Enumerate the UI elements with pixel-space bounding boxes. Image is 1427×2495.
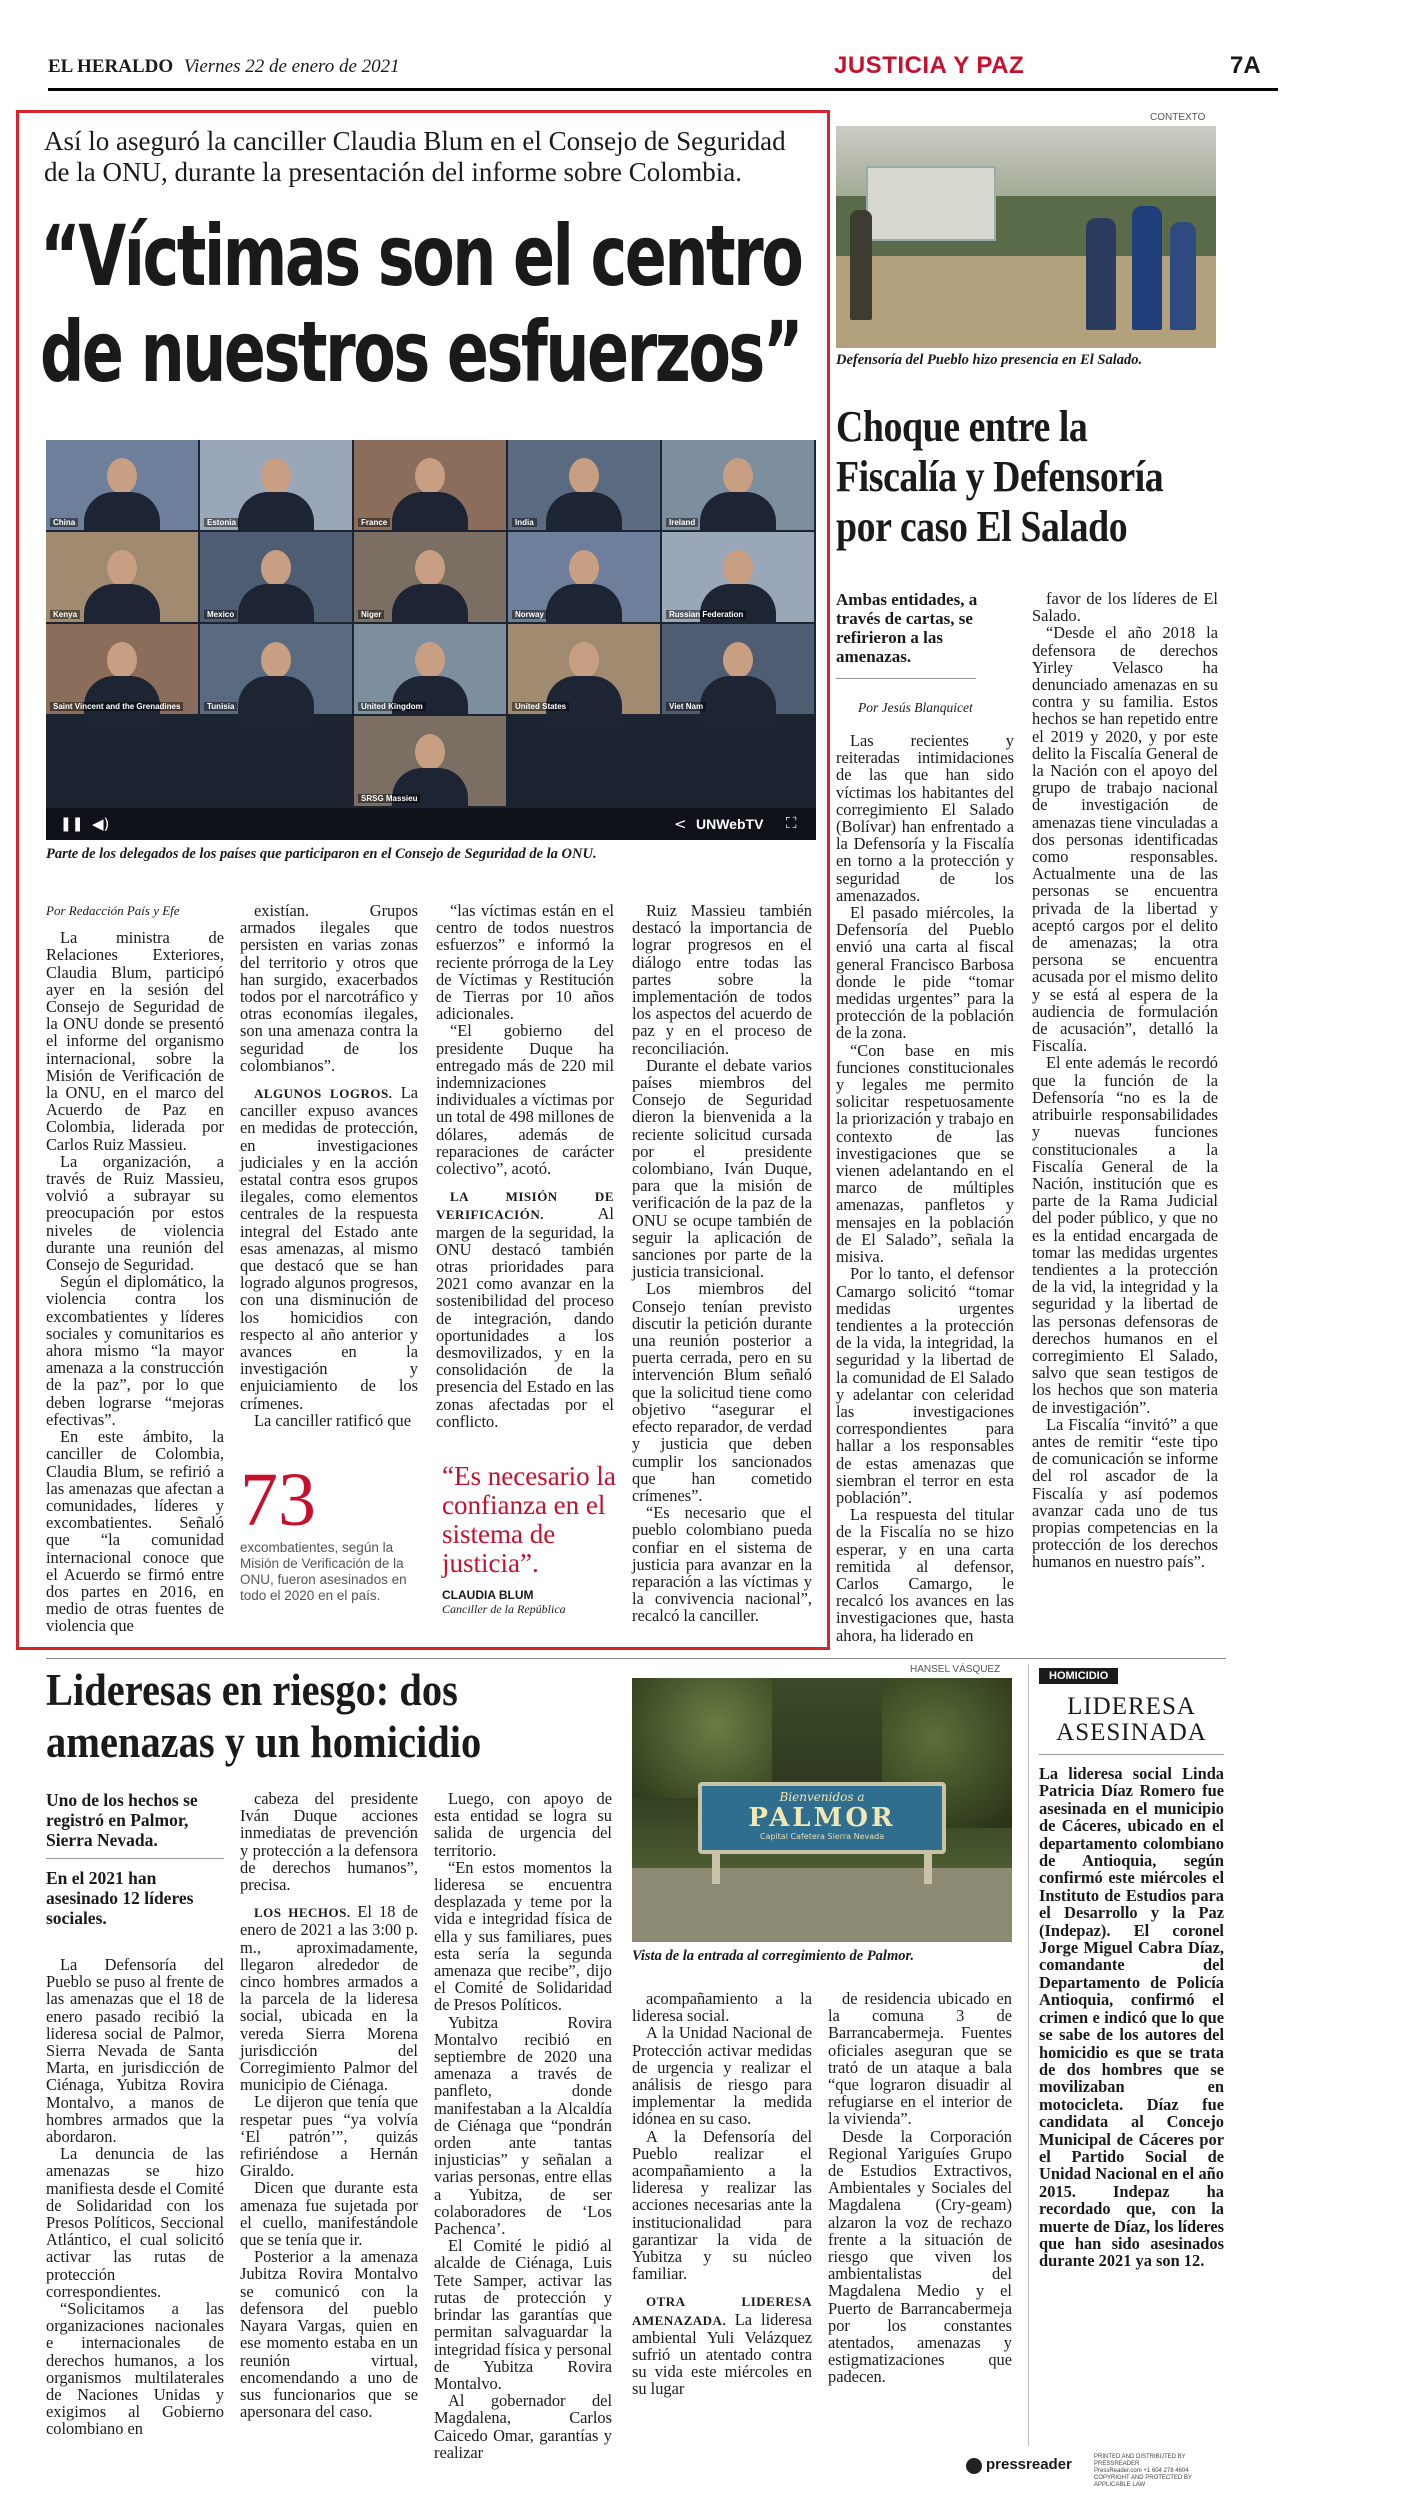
main-kicker: Así lo aseguró la canciller Claudia Blum en el Consejo de Seguridad de la ONU, durante la presentación del informe sobre Colombia. [44, 126, 786, 187]
main-col-4 [632, 901, 812, 1626]
share-icon[interactable]: < [674, 815, 687, 833]
paragraph: Los miembros del Consejo tenían previsto discutir la petición durante una reunión posterior a puerta cerrada, pero en su intervención Blum señaló que la solicitud tiene como objetivo “asegurar el efecto reparador, de verdad y justicia que deben cumplir los sancionados que han cometido crímenes”. [632, 1279, 812, 1505]
delegate-label: China [50, 518, 78, 527]
sidebar-title-line1: LIDERESA [1067, 1693, 1196, 1720]
paragraph: “El gobierno del presidente Duque ha entregado más de 220 mil indemnizaciones individuales a víctimas por un total de 498 millones de dólares, además de reparaciones de carácter colectivo”, acotó. [436, 1021, 614, 1179]
sidebar-title-rule [1039, 1754, 1224, 1755]
paragraph: Yubitza Rovira Montalvo recibió en septiembre de 2020 una amenaza a través de panfleto, donde manifestaban a la Alcaldía de Ciénaga que “pondrán orden ante tantas injusticias” y señalan a varias personas, entre ellas a Yubitza, de ser colaboradores de ‘Los Pachenca’. [434, 2012, 612, 2239]
delegate-tile [508, 440, 660, 530]
paragraph-text: El 18 de enero de 2021 a las 3:00 p. m., aproximadamente, llegaron alrededor de cinco hombres armados a la parcela de la lideresa social, ubicada en la vereda Sierra Morena jurisdicción del Corregimiento Palmor del municipio de Ciénaga. [240, 1902, 419, 2095]
paragraph: La organización, a través de Ruiz Massieu, volvió a subrayar su preocupación por estos niveles de violencia durante una reunión del Consejo de Seguridad. [46, 1151, 224, 1275]
paragraph: Durante el debate varios países miembros del Consejo de Seguridad dieron la bienvenida a la reciente solicitud cursada por el presidente colombiano, Iván Duque, para que la misión de verificación de la paz de la ONU se ocupe también de seguir la aplicación de sanciones por parte de la justicia transicional. [632, 1055, 812, 1282]
delegate-label: India [512, 518, 537, 527]
bottom-col-1 [46, 1956, 224, 2446]
paragraph: El ente además le recordó que la función de la Defensoría “no es la de atribuirle responsabilidades y nuevas funciones constitucionales a la Fiscalía General de la Nación, institución que es parte de la Rama Judicial del poder público, y que no es la entidad encargada de tomar las medidas urgentes tendientes a la protección de la vid, la integridad y la seguridad y la libertad de las personas defensoras de derechos humanos en el corregimiento El Salado, salvo que sean testigos de los hechos que son materia de investigación”. [1032, 1053, 1218, 1417]
delegate-tile [354, 624, 506, 714]
main-byline: Por Redacción País y Efe [46, 903, 180, 918]
subhead: OTRA LIDERESA AMENAZADA. [632, 2294, 812, 2328]
delegate-tile [354, 440, 506, 530]
volume-icon[interactable]: ◀) [92, 815, 110, 833]
side-headline [836, 402, 1171, 552]
paragraph: A la Defensoría del Pueblo realizar el acompañamiento a la lideresa y realizar las acciones necesarias ante la institucionalidad para garantizar la vida de Yubitza y su núcleo familiar. [632, 2126, 812, 2284]
delegate-label: United States [512, 702, 569, 711]
delegate-tile [354, 716, 506, 806]
section-name: JUSTICIA Y PAZ [834, 52, 1025, 79]
paragraph-text: Dicen que durante esta amenaza fue sujetada por el cuello, manifestándole que se tenía que ir. [240, 2178, 418, 2250]
paragraph: En este ámbito, la canciller de Colombia, Claudia Blum, se refirió a las amenazas que afectan a comunidades, líderes y excombatientes. Señaló que “la comunidad internacional conoce que el Acuerdo se firmó entre dos partes en 2016, en medio de otras fuentes de violencia que [46, 1427, 224, 1636]
paragraph [240, 1412, 418, 1429]
bottom-photo-credit: HANSEL VÁSQUEZ [910, 1664, 1001, 1675]
quote-role: Canciller de la República [442, 1602, 566, 1616]
paragraph: La denuncia de las amenazas se hizo manifiesta desde el Comité de Solidaridad con los Presos Políticos, Seccional Atlántico, el cual solicitó activar las rutas de protección correspondientes. [46, 2144, 224, 2301]
delegate-label: Ireland [666, 518, 698, 527]
delegate-tile [354, 532, 506, 622]
paragraph: La Fiscalía “invitó” a que antes de remitir “este tipo de comunicación se informe del rol ascador de la Fiscalía y así podemos avanzar cada uno de tus propias competencias en la protección de los derechos humanos en nuestro país”. [1032, 1414, 1218, 1572]
subhead: LOS HECHOS. [254, 1905, 358, 1921]
paragraph: Desde la Corporación Regional Yariguíes Grupo de Estudios Extractivos, Ambientales y Sociales del Magdalena (Cry-geam) alzaron la voz de rechazo frente a la situación de riesgo que viven los ambientalistas del Magdalena Medio y el Puerto de Barrancabermeja por los constantes atentados, amenazas y estigmatizaciones que padecen. [828, 2126, 1012, 2387]
paragraph-text: Al margen de la seguridad, la ONU destacó también otras prioridades para 2021 como avanzar en la sostenibilidad del proceso de integración, dando oportunidades a los desmovilizados, y en la consolidación de la presencia del Estado en las zonas afectadas por el conflicto. [436, 1204, 614, 1431]
subhead: LA MISIÓN DE VERIFICACIÓN. [436, 1189, 614, 1223]
pause-icon[interactable]: ❚❚ [60, 816, 84, 832]
delegate-label: Russian Federation [666, 610, 746, 619]
bottom-col-5 [828, 1990, 1012, 2446]
side-headline-line1: Choque entre la [836, 402, 1088, 451]
side-photo-caption: Defensoría del Pueblo hizo presencia en El Salado. [836, 352, 1143, 368]
header-rule [48, 88, 1278, 91]
side-deck: Ambas entidades, a través de cartas, se refirieron a las amenazas. [836, 590, 978, 666]
paragraph: Las recientes y reiteradas intimidaciones de las que han sido víctimas los habitantes del corregimiento El Salado (Bolívar) han enfrentado a la Defensoría y la Fiscalía en torno a la protección y seguridad de los amenazados. [836, 731, 1014, 905]
paragraph: “Solicitamos a las organizaciones nacionales e internacionales de derechos humanos, a los organismos multilaterales de Naciones Unidas y exigimos al Gobierno colombiano en [46, 2299, 224, 2439]
sidebar-title [1039, 1694, 1224, 1746]
quote-author: CLAUDIA BLUM [442, 1588, 534, 1602]
stat-text: excombatientes, según la Misión de Verificación de la ONU, fueron asesinados en todo el 2020 en el país. [240, 1540, 407, 1603]
paragraph: El pasado miércoles, la Defensoría del Pueblo envió una carta al fiscal general Francisco Barbosa donde le pide “tomar medidas urgentes” para la protección de la población de la zona. [836, 903, 1014, 1043]
paragraph [240, 2248, 418, 2420]
delegate-tile [46, 624, 198, 714]
bottom-deck-2: En el 2021 han asesinado 12 líderes sociales. [46, 1868, 194, 1928]
main-col-3 [436, 901, 614, 1431]
paragraph: de residencia ubicado en la comuna 3 de Barrancabermeja. Fuentes oficiales aseguran que se trató de un ataque a bala “que lograron disuadir al refugiarse en el interior de la vivienda”. [828, 1989, 1012, 2129]
main-col-1 [46, 902, 224, 1636]
delegates-grid [46, 440, 816, 808]
delegate-tile [200, 532, 352, 622]
delegate-label: Kenya [50, 610, 80, 619]
el-salado-photo [836, 126, 1216, 348]
palmor-caption: Vista de la entrada al corregimiento de Palmor. [632, 1948, 914, 1964]
delegate-label: Viet Nam [666, 702, 706, 711]
paragraph [240, 2179, 418, 2248]
paragraph: Al gobernador del Magdalena, Carlos Caicedo Omar, garantías y realizar [434, 2391, 612, 2462]
paper-name: EL HERALDO [48, 56, 174, 77]
paragraph: favor de los líderes de El Salado. [1032, 589, 1218, 626]
paragraph: Por lo tanto, el defensor Camargo solicitó “tomar medidas urgentes tendientes a la protección de la vida, la integridad, la seguridad y la libertad de la comunidad de El Salado y adelantar con celeridad las investigaciones correspondientes para hallar a los responsables de estas amenazas que siembran el terror en esta población”. [836, 1264, 1014, 1507]
delegate-label: Niger [358, 610, 384, 619]
masthead [48, 56, 400, 78]
paragraph [632, 2292, 812, 2397]
paragraph: “Con base en mis funciones constitucionales y legales me permito solicitar respetuosamente la priorización y trabajo en contexto de las investigaciones que se vienen adelantando en el marco de múltiples amenazas, panfletos y mensajes en la población de El Salado”, señala la misiva. [836, 1040, 1014, 1267]
side-deck-rule [836, 678, 976, 679]
delegate-label: Mexico [204, 610, 237, 619]
paragraph: Según el diplomático, la violencia contra los excombatientes y líderes sociales y comunitarios es ahora mismo “la mayor amenaza a la construcción de la paz”, por lo que deben lograrse “mejoras efectivas”. [46, 1272, 224, 1429]
delegate-tile [662, 440, 814, 530]
paragraph-text: La canciller ratificó que [254, 1410, 411, 1430]
delegate-tile [508, 532, 660, 622]
paragraph: Ruiz Massieu también destacó la importancia de lograr progresos en el diálogo entre todas las partes sobre la implementación de todos los aspectos del acuerdo de paz y en el proceso de reconciliación. [632, 901, 812, 1058]
sidebar-text: La lideresa social Linda Patricia Díaz Romero fue asesinada en el municipio de Cáceres, ubicado en el departamento colombiano de Antioquia, según confirmó este miércoles el Instituto de Estudios para el Desarrollo y la Paz (Indepaz). El coronel Jorge Miguel Cabra Díaz, comandante del Departamento de Policía Antioquia, confirmó el crimen e indicó que lo que se sabe de los autores del homicidio es que se trata de dos hombres que se movilizaban en motocicleta. Díaz fue candidata al Concejo Municipal de Cáceres por el Partido Social de Unidad Nacional en el año 2015. Indepaz ha recordado que, con la muerte de Díaz, los líderes que han sido asesinados durante 2021 ya son 12. [1039, 1764, 1224, 2271]
footer-line1: PRINTED AND DISTRIBUTED BY PRESSREADER [1094, 2454, 1186, 2467]
fullscreen-icon[interactable]: ⛶ [786, 814, 797, 832]
paragraph: existían. Grupos armados ilegales que persisten en varias zonas del territorio y otros que han surgido, exacerbados todos por el narcotráfico y otras economías ilegales, son una amenaza contra la seguridad de los colombianos”. [240, 901, 418, 1075]
side-photo-credit: CONTEXTO [1150, 112, 1206, 123]
pressreader-logo-icon [966, 2458, 982, 2474]
delegate-label: Saint Vincent and the Grenadines [50, 702, 183, 711]
main-col-2 [240, 901, 418, 1430]
side-col-1 [836, 731, 1014, 1645]
sign-main: PALMOR [748, 1803, 896, 1833]
subhead: ALGUNOS LOGROS. [254, 1086, 401, 1102]
side-headline-line3: por caso El Salado [836, 502, 1128, 551]
side-headline-line2: Fiscalía y Defensoría [836, 452, 1164, 501]
pressreader-footer [966, 2454, 1226, 2488]
side-col-2 [1032, 590, 1218, 1612]
paragraph [436, 1187, 614, 1430]
paragraph: La Defensoría del Pueblo se puso al frente de las amenazas que el 18 de enero pasado recibió la lideresa social de Palmor, Sierra Nevada de Santa Marta, en jurisdicción de Ciénaga, Yubitza Rovira Montalvo, a manos de hombres armados que la abordaron. [46, 1955, 224, 2147]
bottom-col-3 [434, 1789, 612, 2462]
paragraph: “En estos momentos la lideresa se encuentra desplazada y teme por la vida e integridad física de ella y sus familiares, pues esta sería la segunda amenaza que recibe”, dijo el Comité de Solidaridad de Presos Políticos. [434, 1857, 612, 2015]
bottom-deck-1: Uno de los hechos se registró en Palmor, Sierra Nevada. [46, 1790, 224, 1859]
main-headline-line1: “Víctimas son el centro [40, 207, 802, 305]
side-byline: Por Jesús Blanquicet [858, 700, 973, 715]
paragraph: cabeza del presidente Iván Duque acciones inmediatas de prevención y protección a la defensora de derechos humanos”, precisa. [240, 1789, 418, 1895]
issue-date: Viernes 22 de enero de 2021 [183, 56, 400, 77]
bottom-col-2 [240, 1790, 418, 2446]
paragraph: A la Unidad Nacional de Protección activar medidas de urgencia y realizar el análisis de riesgo para implementar la medida idónea en su caso. [632, 2023, 812, 2129]
sidebar-tag: HOMICIDIO [1039, 1668, 1118, 1684]
delegate-tile [46, 532, 198, 622]
bottom-divider [46, 1658, 1226, 1659]
delegate-label: Norway [512, 610, 547, 619]
paragraph [240, 1903, 418, 2093]
delegate-label: Estonia [204, 518, 239, 527]
paragraph: La ministra de Relaciones Exteriores, Claudia Blum, participó ayer en la sesión del Consejo de Seguridad de la ONU donde se presentó el informe del organismo internacional, sobre la Misión de Verificación de la ONU, en el marco del Acuerdo de Paz en Colombia, liderada por Carlos Ruiz Massieu. [46, 928, 224, 1154]
delegate-label: SRSG Massieu [358, 794, 420, 803]
paragraph: El Comité le pidió al alcalde de Ciénaga, Luis Tete Samper, activar las rutas de protección y brindar las garantías que permitan salvaguardar la integridad física y personal de Yubitza Rovira Montalvo. [434, 2236, 612, 2393]
main-headline [40, 207, 802, 401]
delegate-tile [508, 624, 660, 714]
unwebtv-logo: UNWebTV [696, 816, 764, 832]
video-controls-bar [46, 808, 816, 840]
paragraph [240, 1084, 418, 1412]
un-council-photo [46, 440, 816, 840]
delegate-tile [200, 624, 352, 714]
bottom-headline-line2: amenazas y un homicidio [46, 1716, 482, 1767]
page-number: 7A [1230, 52, 1261, 79]
paragraph-text: Le dijeron que tenía que respetar pues “ya volvía ‘El patrón’”, quizás refiriéndose a Hernán Giraldo. [240, 2092, 418, 2181]
bottom-headline-line1: Lideresas en riesgo: dos [46, 1664, 458, 1715]
sidebar-title-line2: ASESINADA [1056, 1719, 1207, 1746]
paragraph: La respuesta del titular de la Fiscalía no se hizo esperar, y en una carta remitida al defensor, Carlos Camargo, le recalcó los avances en las investigaciones que, hasta ahora, ha liderado en [836, 1505, 1014, 1645]
palmor-photo [632, 1678, 1012, 1942]
paragraph: Luego, con apoyo de esta entidad se logra su salida de urgencia del territorio. [434, 1789, 612, 1860]
bottom-col-4 [632, 1990, 812, 2446]
pressreader-brand: pressreader [986, 2456, 1072, 2473]
sign-bottom: Capital Cafetera Sierra Nevada [759, 1832, 885, 1841]
paragraph: “Desde el año 2018 la defensora de derechos Yirley Velasco ha denunciado amenazas en su contra y su familia. Estos hechos se han repetido entre el 2019 y 2020, y por este delito la Fiscalía General de la Nación con el apoyo del grupo de trabajo nacional de investigación de amenazas tiene vinculadas a dos personas identificadas como responsables. Actualmente una de las personas se encuentra privada de la libertad y aceptó cargos por el delito de amenazas; la otra persona se encuentra acusada por el mismo delito y se está al espera de la audiencia de formulación de acusación”, detalló la Fiscalía. [1032, 623, 1218, 1056]
delegate-tile [662, 624, 814, 714]
stat-number: 73 [240, 1458, 316, 1542]
paragraph: “las víctimas están en el centro de todos nuestros esfuerzos” e informó la reciente prórroga de la Ley de Víctimas y Restitución de Tierras por 10 años adicionales. [436, 901, 614, 1024]
footer-line3: COPYRIGHT AND PROTECTED BY APPLICABLE LAW [1094, 2475, 1192, 2488]
bottom-headline [46, 1664, 539, 1768]
paragraph-text: La lideresa ambiental Yuli Velázquez sufrió un atentado contra su vida este miércoles en su lugar [632, 2309, 812, 2399]
delegate-tile [200, 440, 352, 530]
delegate-label: Tunisia [204, 702, 237, 711]
homicide-sidebar [1028, 1664, 1224, 2446]
palmor-sign [698, 1782, 946, 1854]
paragraph-text: Posterior a la amenaza Jubitza Rovira Montalvo se comunicó con la defensora del pueblo Nayara Vargas, quien en ese momento estaba en un reunión virtual, encomendando a uno de sus funcionarios que se apersonara del caso. [240, 2247, 418, 2422]
footer-line2: PressReader.com +1 604 278 4604 [1094, 2468, 1189, 2474]
delegate-label: France [358, 518, 390, 527]
delegate-tile [662, 532, 814, 622]
sign-top: Bienvenidos a [779, 1790, 865, 1804]
paragraph-text: La canciller expuso avances en medidas de protección, en investigaciones judiciales y en la acción estatal contra esos grupos ilegales, como elementos centrales de la respuesta integral del Estado ante esas amenazas, al mismo que destacó que se han logrado algunos progresos, con una disminución de los homicidios con respecto al año anterior y avances en la investigación y enjuiciamiento de los crímenes. [240, 1083, 418, 1413]
main-photo-caption: Parte de los delegados de los países que participaron en el Consejo de Seguridad de la ONU. [46, 846, 597, 862]
pull-quote: “Es necesario la confianza en el sistema de justicia”. [442, 1461, 616, 1578]
delegate-tile [46, 440, 198, 530]
delegate-label: United Kingdom [358, 702, 426, 711]
paragraph [240, 2093, 418, 2179]
paragraph: “Es necesario que el pueblo colombiano pueda confiar en el sistema de justicia para avanzar en la reparación a las víctimas y la convivencia nacional”, recalcó la canciller. [632, 1503, 812, 1626]
paragraph: acompañamiento a la lideresa social. [632, 1989, 812, 2026]
main-headline-line2: de nuestros esfuerzos” [40, 303, 802, 401]
